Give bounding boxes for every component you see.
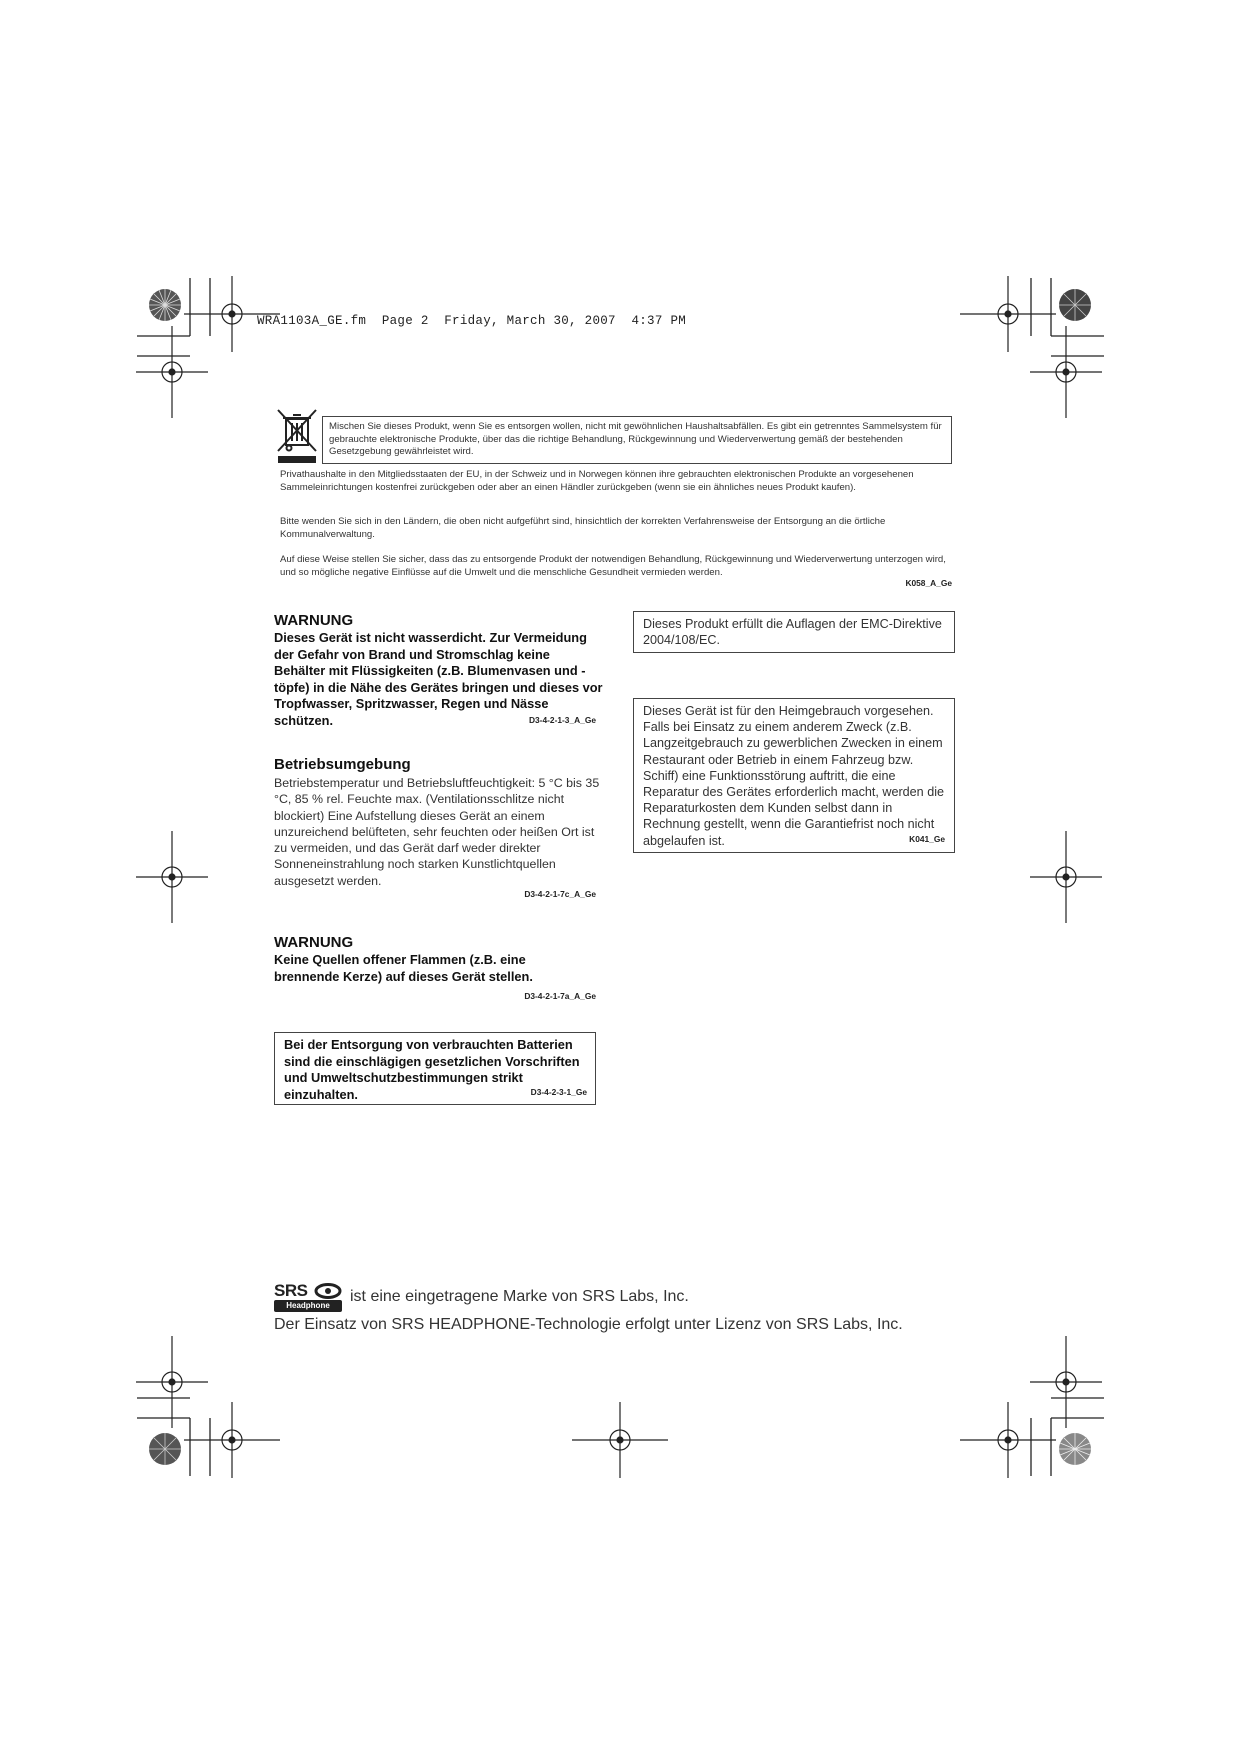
battery-notice-box xyxy=(274,1032,596,1105)
battery-body: Bei der Entsorgung von verbrauchten Batterien sind die einschlägigen gesetzlichen Vorschriften und Umweltschutzbestimmungen strikt einzuhalten. xyxy=(284,1037,580,1102)
registration-crosshair xyxy=(136,326,208,418)
registration-crosshair xyxy=(960,276,1056,352)
registration-crosshair xyxy=(1030,831,1102,923)
reference-code: D3-4-2-1-7a_A_Ge xyxy=(524,991,596,1001)
registration-star xyxy=(1059,289,1091,321)
weee-notice-box: Mischen Sie dieses Produkt, wenn Sie es entsorgen wollen, nicht mit gewöhnlichen Haushaltsabfällen. Es gibt ein getrenntes Sammelsystem für gebrauchte elektronische Produkte, über das die richtige Behandlung, Rückgewinnung und Wiederverwertung gemäß der bestehenden Gesetzgebung gewährleistet wird. xyxy=(322,416,952,464)
registration-crosshair xyxy=(1030,326,1102,418)
warning-title: WARNUNG xyxy=(274,934,354,951)
warning-body: Dieses Gerät ist nicht wasserdicht. Zur Vermeidung der Gefahr von Brand und Stromschlag keine Behälter mit Flüssigkeiten (z.B. Blumenvasen und -töpfe) in die Nähe des Gerätes bringen und dieses vor Tropfwasser, Spritzwasser, Regen und Nässe schützen. xyxy=(274,630,603,728)
registration-crosshair xyxy=(136,831,208,923)
warning-title: WARNUNG xyxy=(274,612,354,629)
weee-paragraph: Privathaushalte in den Mitgliedsstaaten der EU, in der Schweiz und in Norwegen können ihre gebrauchten elektronischen Produkte an vorgesehenen Sammeleinrichtungen kostenfrei zurückgeben oder aber an einen Händler zurückgeben (wenn sie ein ähnliches neues Produkt kaufen). xyxy=(280,469,914,493)
reference-code: K041_Ge xyxy=(909,834,945,844)
registration-crosshair xyxy=(572,1402,668,1478)
srs-circle-icon xyxy=(314,1283,342,1299)
environment-body: Betriebstemperatur und Betriebsluftfeuchtigkeit: 5 °C bis 35 °C, 85 % rel. Feuchte max. (Ventilationsschlitze nicht blockiert) Eine Aufstellung dieses Gerät an einem unzureichend belüfteten, sehr feuchten oder heißen Ort ist zu vermeiden, und das Gerät darf weder direkter Sonneneinstrahlung noch starken Kunstlichtquellen ausgesetzt werden. xyxy=(274,776,600,888)
section-heading: Betriebsumgebung xyxy=(274,756,411,773)
registration-star xyxy=(149,289,181,321)
crossed-out-bin-icon xyxy=(275,407,319,465)
registration-star xyxy=(149,1433,181,1465)
reference-code: D3-4-2-3-1_Ge xyxy=(530,1087,587,1097)
home-use-body: Dieses Gerät ist für den Heimgebrauch vorgesehen. Falls bei Einsatz zu einem anderem Zweck (z.B. Langzeitgebrauch zu gewerblichen Zwecken in einem Restaurant oder Betrieb in einem Fahrzeug bzw. Schiff) eine Funktionsstörung auftritt, die eine Reparatur des Gerätes erforderlich macht, werden die Reparaturkosten dem Kunden selbst dann in Rechnung gestellt, wenn die Garantiefrist noch nicht abgelaufen ist. xyxy=(643,704,944,848)
registration-star xyxy=(1059,1433,1091,1465)
home-use-notice-box xyxy=(633,698,955,853)
registration-crosshair xyxy=(1030,1336,1102,1428)
reference-code: D3-4-2-1-7c_A_Ge xyxy=(524,889,596,899)
srs-license-line: Der Einsatz von SRS HEADPHONE-Technologie erfolgt unter Lizenz von SRS Labs, Inc. xyxy=(274,1316,903,1333)
registration-crosshair xyxy=(184,1402,280,1478)
file-header: WRA1103A_GE.fm Page 2 Friday, March 30, 2007 4:37 PM xyxy=(257,314,687,328)
warning-body: Keine Quellen offener Flammen (z.B. eine brennende Kerze) auf dieses Gerät stellen. xyxy=(274,952,533,984)
srs-trademark-line: ist eine eingetragene Marke von SRS Labs, Inc. xyxy=(350,1288,689,1305)
emc-notice-box: Dieses Produkt erfüllt die Auflagen der EMC-Direktive 2004/108/EC. xyxy=(633,611,955,653)
registration-crosshair xyxy=(960,1402,1056,1478)
registration-crosshair xyxy=(136,1336,208,1428)
srs-headphone-logo: SRS Headphone xyxy=(274,1282,342,1312)
reference-code: D3-4-2-1-3_A_Ge xyxy=(528,715,596,725)
weee-paragraph: Bitte wenden Sie sich in den Ländern, die oben nicht aufgeführt sind, hinsichtlich der korrekten Verfahrensweise der Entsorgung an die örtliche Kommunalverwaltung. xyxy=(280,516,886,540)
reference-code: K058_A_Ge xyxy=(905,578,952,588)
weee-paragraph: Auf diese Weise stellen Sie sicher, dass das zu entsorgende Produkt der notwendigen Behandlung, Rückgewinnung und Wiederverwertung unterzogen wird, und so mögliche negative Einflüsse auf die Umwelt und die menschliche Gesundheit vermieden werden. xyxy=(280,554,946,578)
